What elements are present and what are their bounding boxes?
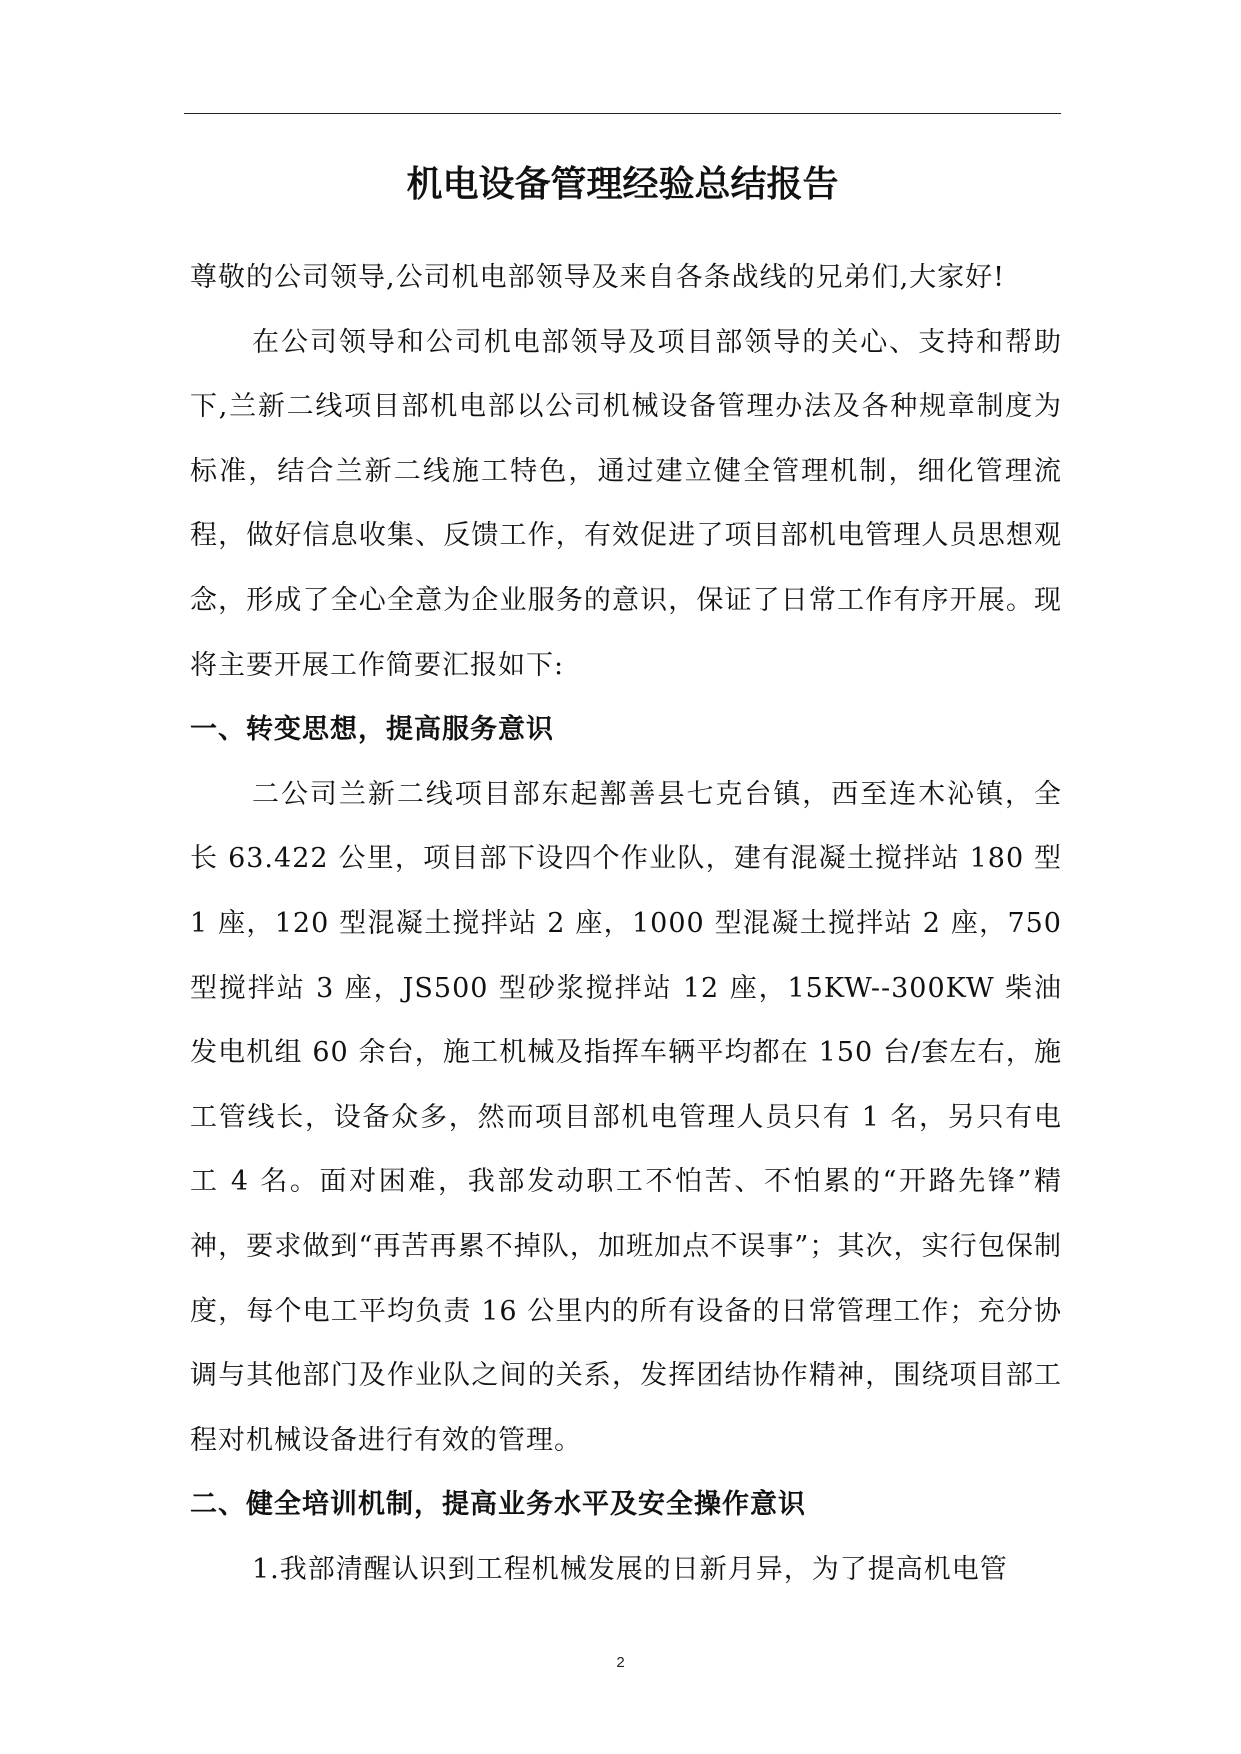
greeting-paragraph: 尊敬的公司领导,公司机电部领导及来自各条战线的兄弟们,大家好! <box>190 262 1006 293</box>
section-paragraph-2: 1.我部清醒认识到工程机械发展的日新月异，为了提高机电管 <box>252 1553 1008 1585</box>
header-rule <box>184 113 1061 114</box>
document-body <box>190 246 1062 1602</box>
section-paragraph-1: 二公司兰新二线项目部东起鄯善县七克台镇，西至连木沁镇，全长 63.422 公里，项目部下设四个作业队，建有混凝土搅拌站 180 型 1 座，120 型混凝土搅拌站 2 座，1000 型混凝土搅拌站 2 座，750 型搅拌站 3 座，JS500 型砂浆搅拌站 12 座，15KW--300KW 柴油发电机组 60 余台，施工机械及指挥车辆平均都在 150 台/套左右，施工管线长，设备众多，然而项目部机电管理人员只有 1 名，另只有电工 4 名。面对困难，我部发动职工不怕苦、不怕累的“开路先锋”精神，要求做到“再苦再累不掉队，加班加点不误事”；其次，实行包保制度，每个电工平均负责 16 公里内的所有设备的日常管理工作；充分协调与其他部门及作业队之间的关系，发挥团结协作精神，围绕项目部工程对机械设备进行有效的管理。 <box>190 778 1062 1456</box>
intro-paragraph: 在公司领导和公司机电部领导及项目部领导的关心、支持和帮助下,兰新二线项目部机电部以公司机械设备管理办法及各种规章制度为标准，结合兰新二线施工特色，通过建立健全管理机制，细化管理流程，做好信息收集、反馈工作，有效促进了项目部机电管理人员思想观念，形成了全心全意为企业服务的意识，保证了日常工作有序开展。现将主要开展工作简要汇报如下: <box>190 326 1062 681</box>
document-title: 机电设备管理经验总结报告 <box>406 163 839 205</box>
page-number: 2 <box>616 1654 625 1671</box>
section-heading-2: 二、健全培训机制，提高业务水平及安全操作意识 <box>190 1489 806 1521</box>
section-heading-1: 一、转变思想，提高服务意识 <box>190 714 554 746</box>
